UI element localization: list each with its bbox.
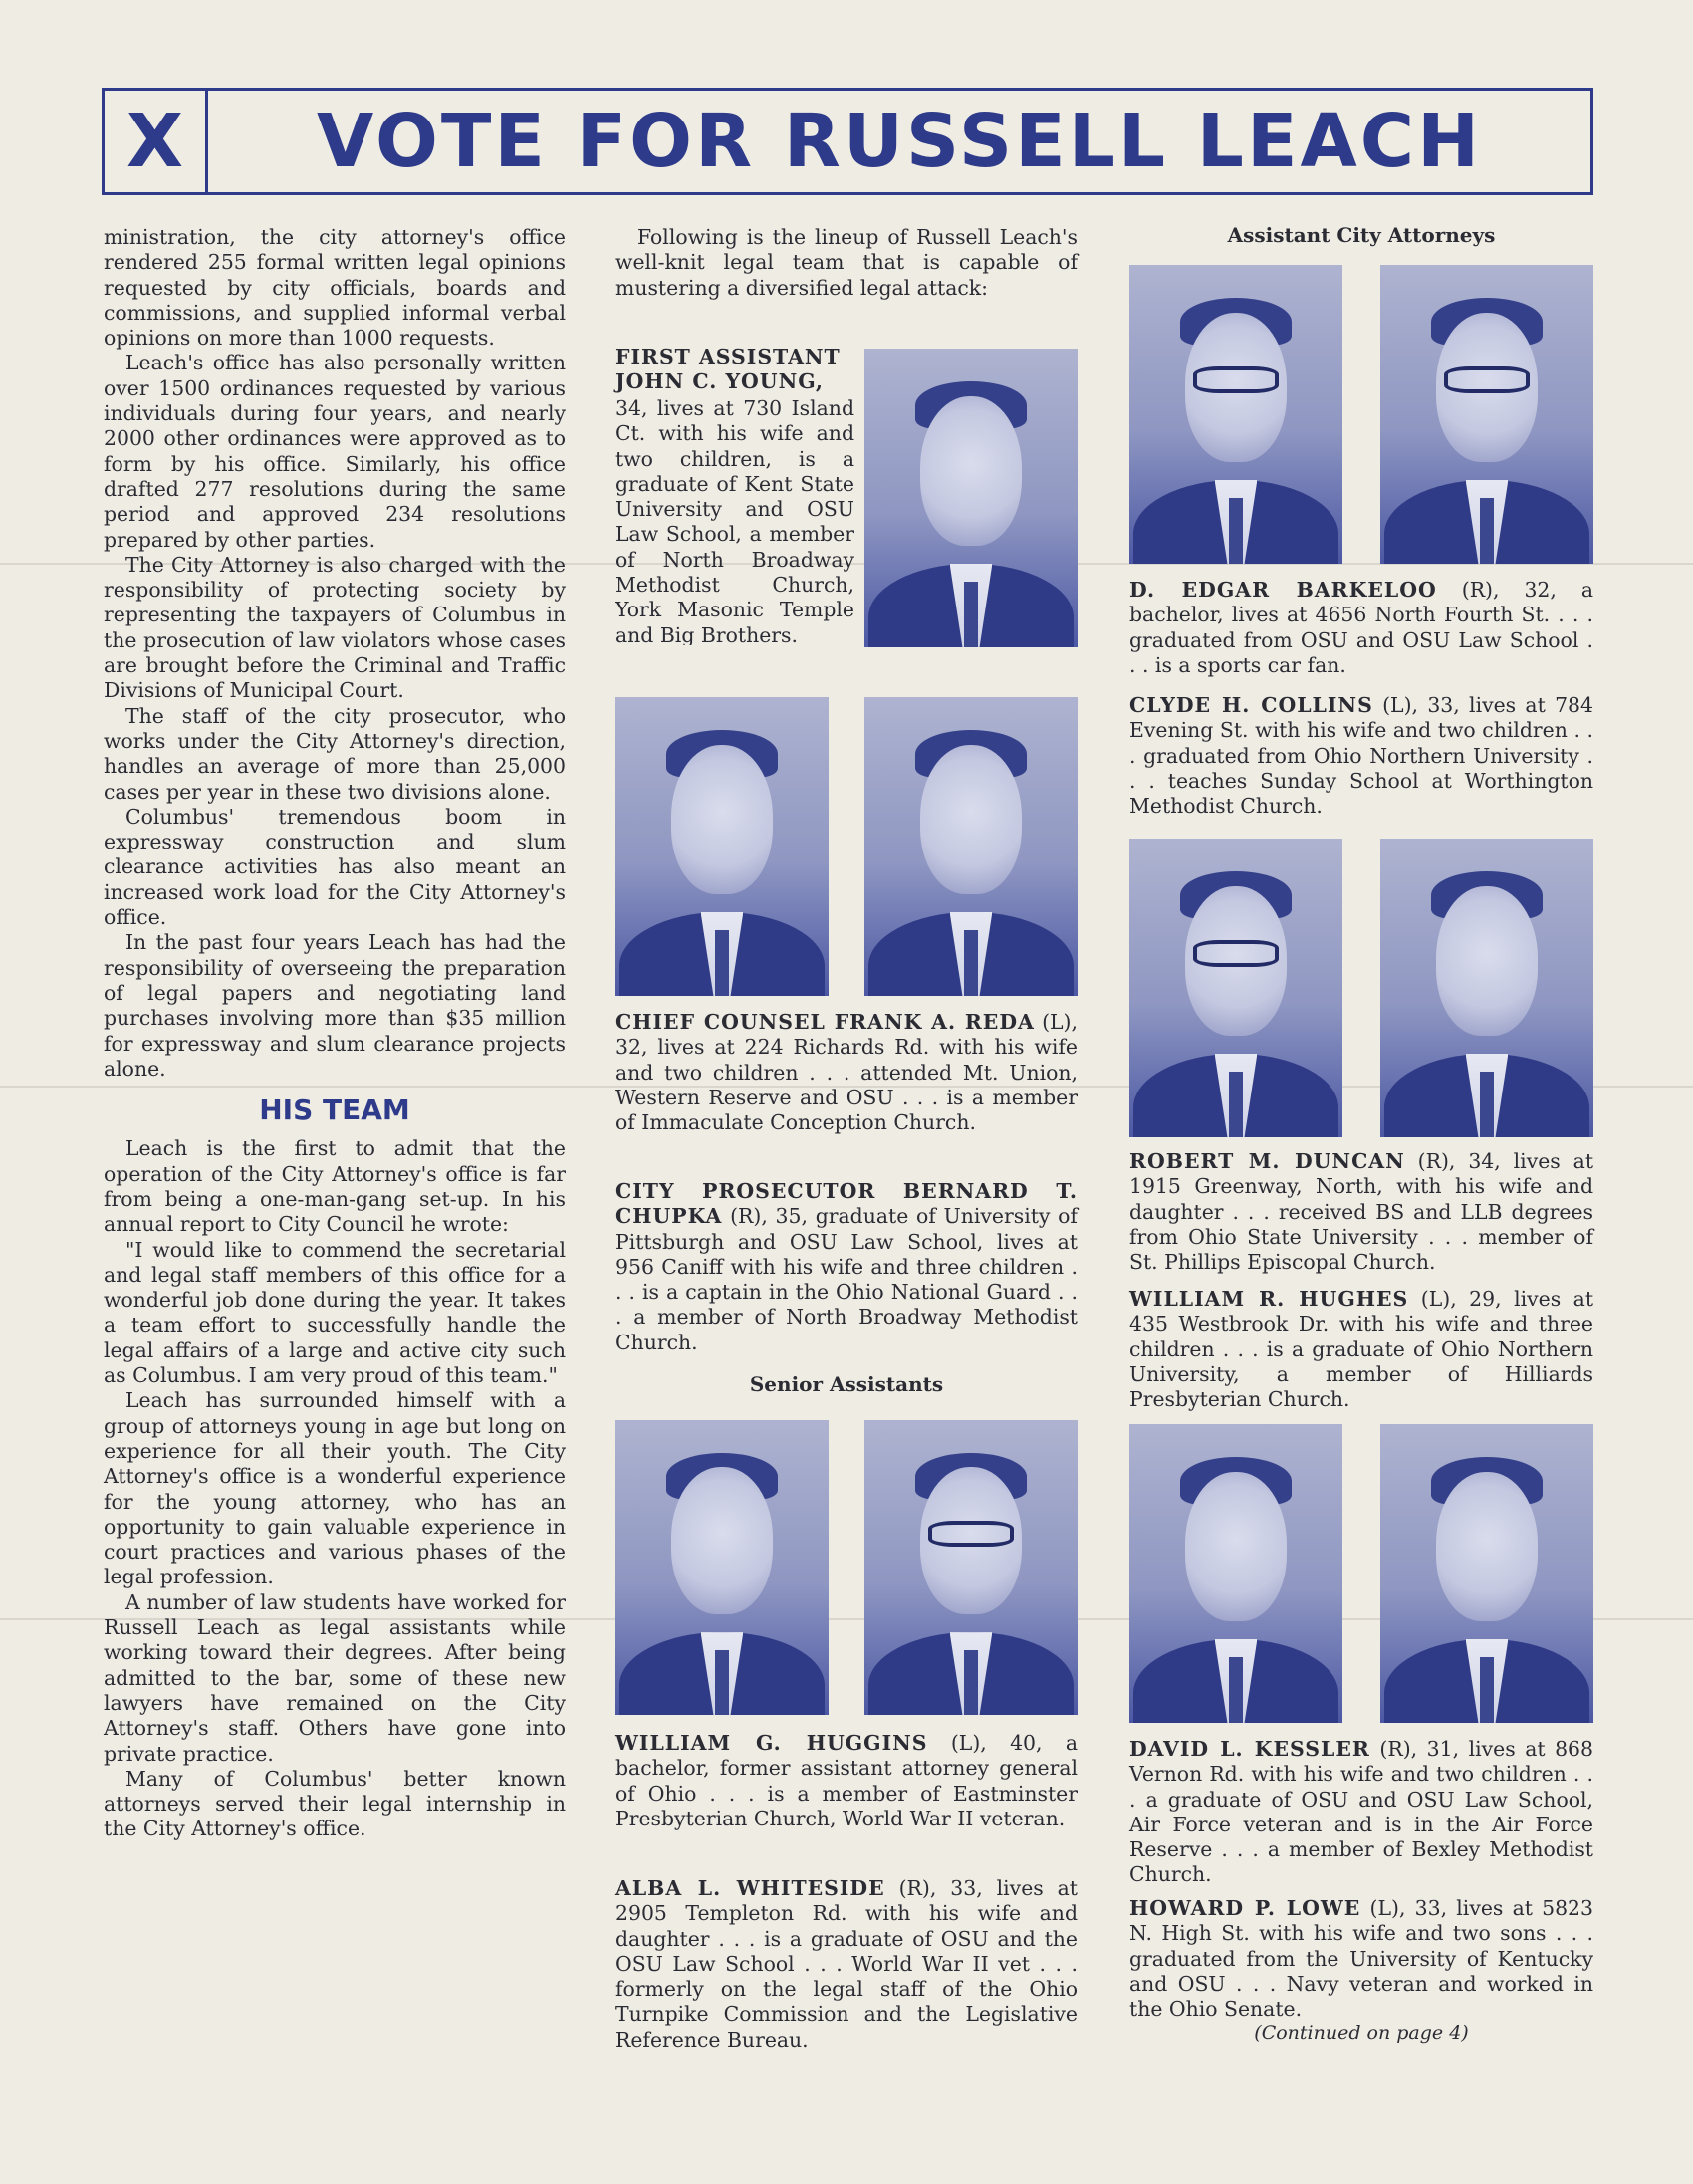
bio-david-kessler [1129, 1737, 1593, 1888]
quote-paragraph: "I would like to commend the secretarial and legal staff members of this office for a wonderful job done during the year. It takes a team effort to successfully handle the legal affairs of a large and active city such as Columbus. I am very proud of this team." [104, 1237, 566, 1388]
portrait-william-huggins [615, 1420, 829, 1715]
bio-clyde-collins [1129, 693, 1593, 819]
portrait-frank-reda [615, 697, 829, 996]
portrait-bernard-chupka [864, 697, 1078, 996]
bio-text: (R), 35, graduate of University of Pittsburgh and OSU Law School, lives at 956 Caniff with his wife and three children . . . is a captain in the Ohio National Guard . . . a member of North Broadway Methodist Church. [615, 1204, 1078, 1354]
bio-name: CLYDE H. COLLINS [1129, 693, 1373, 717]
bio-text: (R), 34, lives at 1915 Greenway, North, with his wife and daughter . . . received BS and LLB degrees from Ohio State University . . . member of St. Phillips Episcopal Church. [1129, 1149, 1594, 1275]
bio-text: (L), 29, lives at 435 Westbrook Dr. with his wife and three children . . . is a graduate of Ohio Northern University, a member of Hilliards Presbyterian Church. [1129, 1287, 1594, 1412]
paragraph: Many of Columbus' better known attorneys served their legal internship in the City Attorney's office. [104, 1766, 566, 1841]
paragraph: Leach has surrounded himself with a group of attorneys young in age but long on experience for all their youth. The City Attorney's office is a wonderful experience for the young attorney, who has an opportunity to gain valuable experience in court practices and various phases of the legal profession. [104, 1388, 566, 1589]
bio-name: ALBA L. WHITESIDE [615, 1876, 885, 1900]
bio-name: WILLIAM G. HUGGINS [615, 1731, 928, 1755]
column-1 [104, 225, 566, 1842]
paragraph: ministration, the city attorney's office rendered 255 formal written legal opinions requested by city officials, boards and commissions, and supplied informal verbal opinions on more than 1000 requests. [104, 225, 566, 351]
portrait-john-young [864, 349, 1078, 647]
headline-title: VOTE FOR RUSSELL LEACH [316, 99, 1483, 184]
subheading-senior-assistants: Senior Assistants [749, 1372, 944, 1396]
section-heading: HIS TEAM [259, 1093, 410, 1127]
ballot-x-mark: X [105, 91, 208, 192]
subheading-assistant-city-attorneys: Assistant City Attorneys [1227, 223, 1496, 247]
bio-edgar-barkeloo [1129, 578, 1593, 678]
portrait-alba-whiteside [864, 1420, 1078, 1715]
paragraph: The staff of the city prosecutor, who works under the City Attorney's direction, handles an average of more than 25,000 cases per year in these two divisions alone. [104, 703, 566, 804]
continued-note: (Continued on page 4) [1254, 2022, 1469, 2044]
bio-text: 34, lives at 730 Island Ct. with his wife and two children, is a graduate of Kent State University and OSU Law School, a member of North Broadway Methodist Church, York Masonic Temple and Big Brothers. [615, 396, 854, 645]
bio-name: HOWARD P. LOWE [1129, 1896, 1361, 1920]
portrait-clyde-collins [1380, 265, 1593, 564]
paragraph: A number of law students have worked for Russell Leach as legal assistants while working toward their degrees. After being admitted to the bar, some of these new lawyers have remained on the City Attorney's staff. Others have gone into private practice. [104, 1589, 566, 1766]
bio-name: CHIEF COUNSEL FRANK A. REDA [615, 1010, 1035, 1034]
bio-william-hughes [1129, 1287, 1593, 1412]
bio-name: D. EDGAR BARKELOO [1129, 578, 1437, 602]
portrait-howard-lowe [1380, 1424, 1593, 1723]
bio-howard-lowe [1129, 1896, 1593, 2022]
bio-name: ROBERT M. DUNCAN [1129, 1149, 1405, 1173]
bio-text: (L), 33, lives at 5823 N. High St. with his wife and two sons . . . graduated from the University of Kentucky and OSU . . . Navy veteran and worked in the Ohio Senate. [1129, 1896, 1594, 2022]
bio-name: CITY PROSECUTOR BERNARD T. CHUPKA [615, 1179, 1078, 1229]
column-2-intro [615, 225, 1078, 301]
paragraph: In the past four years Leach has had the responsibility of overseeing the preparation of legal papers and negotiating land purchases involving more than $35 million for expressway and slum clearance projects alone. [104, 930, 566, 1081]
bio-alba-whiteside [615, 1876, 1078, 2053]
portrait-edgar-barkeloo [1129, 265, 1342, 564]
bio-text: (L), 40, a bachelor, former assistant attorney general of Ohio . . . is a member of Eastminster Presbyterian Church, World War II veteran. [615, 1731, 1078, 1830]
bio-william-huggins [615, 1731, 1078, 1831]
bio-text: (L), 32, lives at 224 Richards Rd. with his wife and two children . . . attended Mt. Union, Western Reserve and OSU . . . is a member of Immaculate Conception Church. [615, 1010, 1078, 1135]
portrait-william-hughes [1380, 839, 1593, 1137]
paragraph: Following is the lineup of Russell Leach's well-knit legal team that is capable of mustering a diversified legal attack: [615, 225, 1078, 300]
portrait-david-kessler [1129, 1424, 1342, 1723]
bio-frank-reda [615, 1010, 1078, 1135]
bio-bernard-chupka [615, 1179, 1078, 1355]
bio-name: WILLIAM R. HUGHES [1129, 1287, 1409, 1311]
headline-banner [102, 88, 1593, 195]
bio-text: (R), 33, lives at 2905 Templeton Rd. with his wife and daughter . . . is a graduate of OSU and the OSU Law School . . . World War II vet . . . formerly on the legal staff of the Ohio Turnpike Commission and the Legislative Reference Bureau. [615, 1876, 1078, 2052]
portrait-robert-duncan [1129, 839, 1342, 1137]
paragraph: Leach is the first to admit that the operation of the City Attorney's office is far from being a one-man-gang set-up. In his annual report to City Council he wrote: [104, 1136, 566, 1237]
bio-john-young-text [615, 396, 854, 645]
bio-text: (L), 33, lives at 784 Evening St. with his wife and two children . . . graduated from Ohio Northern University . . . teaches Sunday School at Worthington Methodist Church. [1129, 693, 1593, 819]
paragraph: Columbus' tremendous boom in expressway construction and slum clearance activities has also meant an increased work load for the City Attorney's office. [104, 804, 566, 930]
bio-name: FIRST ASSISTANT JOHN C. YOUNG, [615, 345, 841, 394]
bio-name: DAVID L. KESSLER [1129, 1737, 1370, 1761]
paragraph: Leach's office has also personally written over 1500 ordinances requested by various individuals during four years, and nearly 2000 other ordinances were approved as to form by his office. Similarly, his office drafted 277 resolutions during the same period and approved 234 resolutions prepared by other parties. [104, 351, 566, 552]
bio-john-young [615, 345, 852, 395]
bio-text: (R), 32, a bachelor, lives at 4656 North Fourth St. . . . graduated from OSU and OSU Law School . . . is a sports car fan. [1129, 578, 1593, 677]
paragraph: The City Attorney is also charged with the responsibility of protecting society by representing the taxpayers of Columbus in the prosecution of law violators whose cases are brought before the Criminal and Traffic Divisions of Municipal Court. [104, 552, 566, 703]
bio-robert-duncan [1129, 1149, 1593, 1275]
bio-text: (R), 31, lives at 868 Vernon Rd. with his wife and two children . . . a graduate of OSU and OSU Law School, Air Force veteran and is in the Air Force Reserve . . . a member of Bexley Methodist Church. [1129, 1737, 1593, 1887]
